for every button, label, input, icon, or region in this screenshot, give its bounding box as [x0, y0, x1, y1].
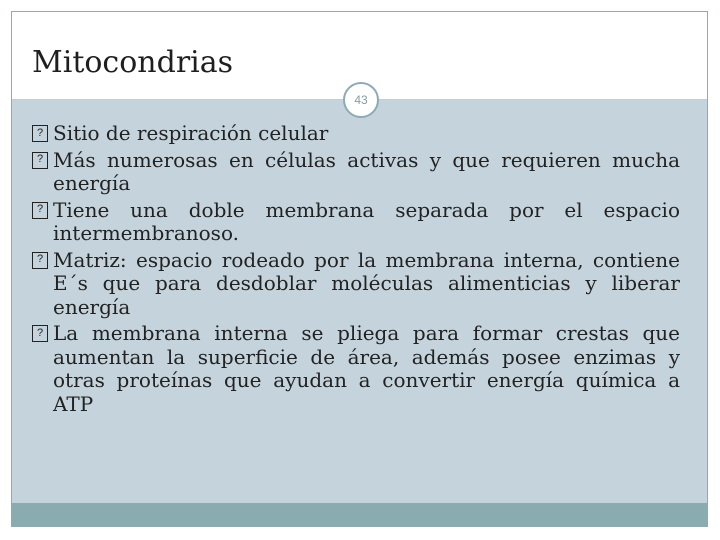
bullet-box-icon: ?: [32, 202, 48, 219]
bullet-text: Más numerosas en células activas y que requieren mucha energía: [53, 147, 680, 195]
slide-number: 43: [354, 93, 368, 107]
slide-title: Mitocondrias: [32, 45, 234, 80]
bullet-box-icon: ?: [32, 325, 48, 342]
bullet-box-icon: ?: [32, 125, 48, 142]
bullet-item: [32, 122, 680, 146]
bullet-item: [32, 322, 680, 416]
slide-number-badge: [343, 82, 379, 118]
bullet-box-icon: ?: [32, 152, 48, 169]
bullet-list: [32, 122, 680, 419]
bullet-text: La membrana interna se pliega para formar crestas que aumentan la superficie de área, además posee enzimas y otras proteínas que ayudan a convertir energía química a ATP: [53, 321, 680, 416]
bullet-text: Sitio de respiración celular: [53, 121, 329, 145]
bullet-text: Matriz: espacio rodeado por la membrana interna, contiene E´s que para desdoblar moléculas alimenticias y liberar energía: [53, 247, 680, 319]
bullet-item: [32, 149, 680, 196]
bullet-text: Tiene una doble membrana separada por el espacio intermembranoso.: [53, 197, 680, 245]
bullet-item: [32, 199, 680, 246]
footer-bar: [12, 503, 707, 526]
bullet-box-icon: ?: [32, 252, 48, 269]
bullet-item: [32, 249, 680, 320]
